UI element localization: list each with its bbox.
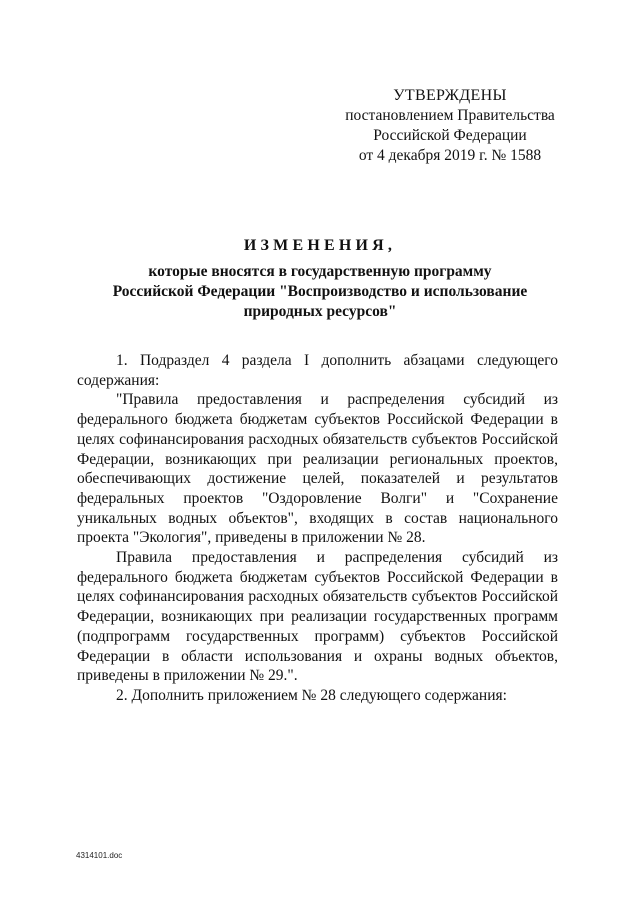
document-body — [77, 351, 558, 706]
paragraph-rules-29: Правила предоставления и распределения субсидий из федерального бюджета бюджетам субъектов Российской Федерации в целях софинансирования расходных обязательств субъектов Российской Федерации, возникающих при реализации государственных программ (подпрограмм государственных программ) субъектов Российской Федерации в области использования и охраны водных объектов, приведены в приложении № 29.". — [77, 549, 558, 685]
approval-line-date-number: от 4 декабря 2019 г. № 1588 — [358, 147, 542, 164]
document-title: ИЗМЕНЕНИЯ, — [243, 237, 397, 254]
document-heading — [70, 236, 570, 322]
paragraph-item-2: 2. Дополнить приложением № 28 следующего содержания: — [116, 686, 507, 704]
approval-line-resolution: постановлением Правительства — [345, 107, 555, 124]
document-subtitle-line-3: природных ресурсов" — [243, 303, 397, 320]
approval-title: УТВЕРЖДЕНЫ — [393, 87, 507, 104]
document-subtitle-line-2: Российской Федерации "Воспроизводство и использование — [112, 283, 528, 300]
approval-line-federation: Российской Федерации — [373, 127, 527, 144]
approval-block — [330, 86, 570, 166]
paragraph-rules-28: "Правила предоставления и распределения субсидий из федерального бюджета бюджетам субъектов Российской Федерации в целях софинансирования расходных обязательств субъектов Российской Федерации, возникающих при реализации региональных проектов, обеспечивающих достижение целей, показателей и результатов федеральных проектов "Оздоровление Волги" и "Сохранение уникальных водных объектов", входящих в состав национального проекта "Экология", приведены в приложении № 28. — [77, 391, 558, 547]
paragraph-item-1: 1. Подраздел 4 раздела I дополнить абзацами следующего содержания: — [77, 352, 558, 389]
file-code: 4314101.doc — [76, 851, 123, 860]
document-subtitle-line-1: которые вносятся в государственную программу — [148, 263, 492, 280]
